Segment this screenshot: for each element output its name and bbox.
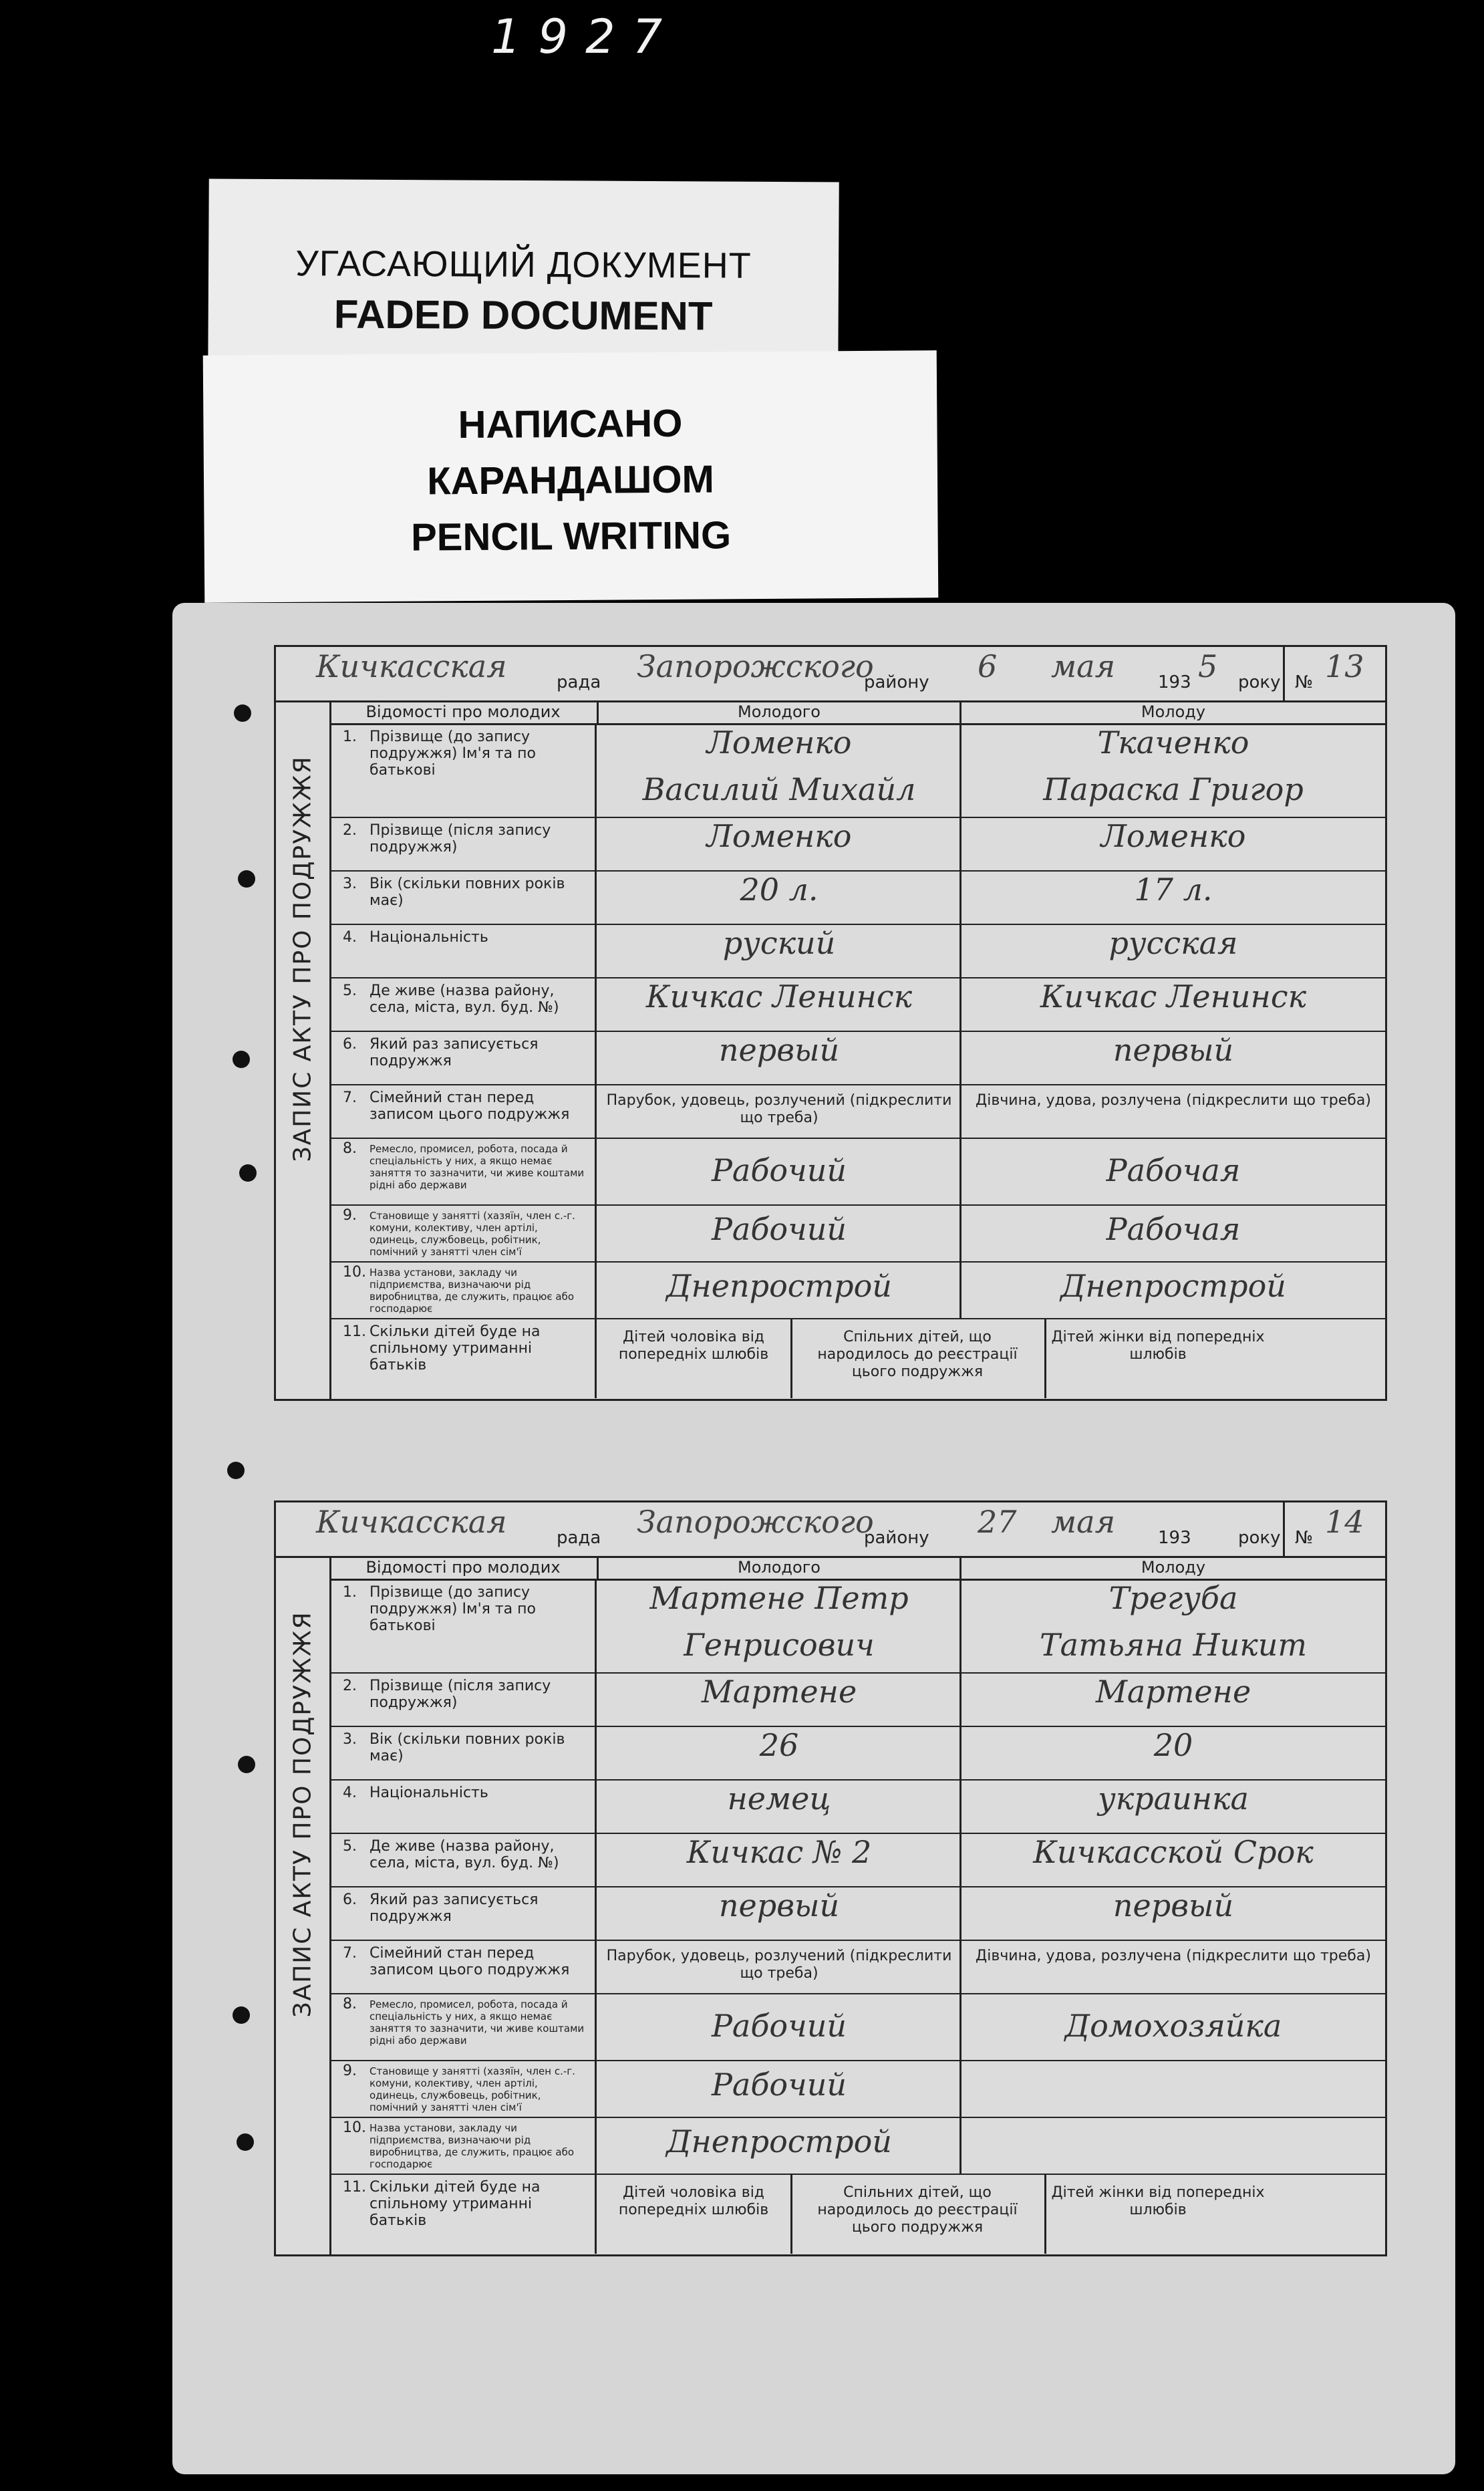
punch-hole	[227, 1462, 245, 1479]
kids-common-label: Спільних дітей, що народилось до реєстрації цього подружжя	[817, 1329, 1018, 1380]
row-label: Скільки дітей буде на спільному утриманні батьків	[369, 1323, 541, 1373]
row-number: 1.	[343, 729, 357, 745]
groom-marriage-count: первый	[718, 1887, 840, 1924]
row-number: 6.	[343, 1891, 357, 1908]
row-label: Скільки дітей буде на спільному утриманні батьків	[369, 2179, 541, 2229]
row-6	[329, 1031, 1385, 1085]
row-label: Прізвище (до запису подружжя) Ім'я та по батькові	[369, 1584, 536, 1634]
pencil-label-en: PENCIL WRITING	[410, 513, 732, 559]
month-value: мая	[1051, 648, 1116, 684]
row-8	[329, 1993, 1385, 2061]
number-value: 13	[1325, 648, 1364, 684]
punch-hole	[239, 1164, 257, 1182]
side-title-box	[276, 1556, 331, 2254]
row-number: 7.	[343, 1089, 357, 1106]
row-number: 5.	[343, 1838, 357, 1855]
row-label: Сімейний стан перед записом цього подружжя	[369, 1089, 570, 1123]
groom-workplace: Днепрострой	[666, 2123, 892, 2159]
number-box	[1283, 1502, 1385, 1556]
pencil-writing-label	[203, 350, 939, 603]
groom-header: Молодого	[599, 700, 961, 725]
bride-age: 20	[1153, 1727, 1193, 1763]
faded-label-ru: УГАСАЮЩИЙ ДОКУМЕНТ	[295, 243, 752, 286]
groom-position: Рабочий	[711, 1211, 847, 1247]
side-title-box	[276, 700, 331, 1399]
bride-header: Молоду	[961, 700, 1385, 725]
number-label: №	[1295, 1528, 1314, 1548]
bride-occupation: Рабочая	[1106, 1152, 1241, 1188]
row-1	[329, 1579, 1385, 1674]
groom-status-options: Парубок, удовець, розлучений (підкреслити що треба)	[606, 1948, 952, 1982]
groom-new-surname: Мартене	[701, 1674, 857, 1710]
row-8	[329, 1138, 1385, 1206]
year-label: 193	[1158, 672, 1191, 692]
raion-value: Запорожского	[637, 648, 874, 684]
day-value: 6	[978, 648, 998, 684]
row-3	[329, 1726, 1385, 1781]
row-6	[329, 1886, 1385, 1941]
groom-name: Генрисович	[684, 1627, 875, 1663]
row-7	[329, 1084, 1385, 1139]
row-number: 11.	[343, 1323, 366, 1340]
punch-hole	[237, 2133, 254, 2151]
groom-new-surname: Ломенко	[706, 818, 852, 854]
row-9	[329, 1204, 1385, 1263]
groom-surname: Ломенко	[706, 725, 852, 761]
row-number: 9.	[343, 1207, 357, 1224]
groom-residence: Кичкас Ленинск	[645, 978, 913, 1015]
pencil-label-ru-2: КАРАНДАШОМ	[427, 457, 715, 503]
raion-label: району	[864, 672, 929, 692]
row-number: 7.	[343, 1945, 357, 1962]
row-number: 8.	[343, 1140, 357, 1157]
row-label: Прізвище (після запису подружжя)	[369, 822, 551, 856]
row-label: Становище у занятті (хазяїн, член с.-г. комуни, колективу, член артілі, одинець, службовець, робітник, помічний у занятті член сім'ї	[369, 2065, 575, 2113]
row-7	[329, 1940, 1385, 1994]
punch-hole	[233, 2006, 250, 2024]
year-label: 193	[1158, 1528, 1191, 1548]
row-number: 3.	[343, 876, 357, 892]
row-number: 1.	[343, 1584, 357, 1601]
row-4	[329, 924, 1385, 978]
marriage-record-2	[274, 1500, 1387, 2256]
groom-age: 26	[759, 1727, 799, 1763]
bride-name: Параска Григор	[1043, 771, 1304, 807]
kids-groom-label: Дітей чоловіка від попередніх шлюбів	[618, 2184, 769, 2218]
groom-workplace: Днепрострой	[666, 1268, 892, 1304]
punch-hole	[233, 1051, 250, 1068]
rik-label: року	[1238, 1528, 1281, 1548]
row-label: Національність	[369, 1785, 488, 1801]
row-number: 10.	[343, 2119, 366, 2136]
row-number: 2.	[343, 822, 357, 839]
row-number: 8.	[343, 1996, 357, 2012]
row-number: 2.	[343, 1678, 357, 1694]
bride-residence: Кичкас Ленинск	[1040, 978, 1307, 1015]
record-header	[276, 647, 1385, 702]
bride-marriage-count: первый	[1112, 1032, 1234, 1068]
groom-occupation: Рабочий	[711, 1152, 847, 1188]
archive-number: 1927	[491, 9, 680, 64]
groom-position: Рабочий	[711, 2067, 847, 2103]
row-number: 5.	[343, 982, 357, 999]
bride-residence: Кичкасской Срок	[1033, 1834, 1314, 1870]
number-box	[1283, 647, 1385, 700]
bride-occupation: Домохозяйка	[1064, 2008, 1282, 2044]
row-2	[329, 817, 1385, 872]
groom-occupation: Рабочий	[711, 2008, 847, 2044]
groom-surname: Мартене Петр	[649, 1580, 909, 1616]
row-label: Назва установи, закладу чи підприємства, визначаючи рід виробництва, де служить, працює або господарює	[369, 1267, 575, 1315]
bride-age: 17 л.	[1134, 872, 1213, 908]
row-label: Національність	[369, 929, 488, 946]
raion-label: району	[864, 1528, 929, 1548]
punch-hole	[238, 870, 255, 888]
row-number: 3.	[343, 1731, 357, 1748]
day-value: 27	[978, 1504, 1017, 1540]
number-value: 14	[1325, 1504, 1364, 1540]
row-5	[329, 1833, 1385, 1887]
row-label: Який раз записується подружжя	[369, 1036, 539, 1069]
groom-residence: Кичкас № 2	[686, 1834, 872, 1870]
row-number: 9.	[343, 2063, 357, 2079]
kids-common-label: Спільних дітей, що народилось до реєстрації цього подружжя	[817, 2184, 1018, 2236]
bride-position	[961, 2061, 1385, 2123]
bride-surname: Трегуба	[1108, 1580, 1238, 1616]
raion-value: Запорожского	[637, 1504, 874, 1540]
record-header	[276, 1502, 1385, 1558]
row-label: Який раз записується подружжя	[369, 1891, 539, 1925]
info-header: Відомості про молодих	[329, 1556, 599, 1581]
bride-workplace: Днепрострой	[1060, 1268, 1286, 1304]
row-label: Де живе (назва району, села, міста, вул. буд. №)	[369, 1838, 559, 1871]
bride-marriage-count: первый	[1112, 1887, 1234, 1924]
row-9	[329, 2060, 1385, 2118]
groom-status-options: Парубок, удовець, розлучений (підкреслити що треба)	[606, 1092, 952, 1126]
faded-document-label	[208, 179, 839, 376]
row-5	[329, 977, 1385, 1032]
row-11	[329, 1318, 1385, 1398]
marriage-record-1	[274, 645, 1387, 1401]
info-header: Відомості про молодих	[329, 700, 599, 725]
bride-status-options: Дівчина, удова, розлучена (підкреслити що треба)	[976, 1092, 1371, 1109]
bride-status-options: Дівчина, удова, розлучена (підкреслити що треба)	[976, 1948, 1371, 1964]
row-number: 6.	[343, 1036, 357, 1053]
year-value: 5	[1198, 648, 1218, 684]
row-label: Ремесло, промисел, робота, посада й спеціальність у них, а якщо немає заняття то зазначити, чи живе коштами рідні або держави	[369, 1143, 585, 1191]
bride-workplace	[961, 2118, 1385, 2180]
row-10	[329, 2117, 1385, 2175]
month-value: мая	[1051, 1504, 1116, 1540]
kids-bride-label: Дітей жінки від попередніх шлюбів	[1051, 2184, 1265, 2218]
row-4	[329, 1779, 1385, 1834]
row-label: Вік (скільки повних років має)	[369, 876, 565, 909]
row-label: Прізвище (до запису подружжя) Ім'я та по батькові	[369, 729, 536, 779]
row-number: 4.	[343, 1785, 357, 1801]
bride-new-surname: Ломенко	[1100, 818, 1246, 854]
row-label: Сімейний стан перед записом цього подружжя	[369, 1945, 570, 1978]
row-number: 4.	[343, 929, 357, 946]
bride-position: Рабочая	[1106, 1211, 1241, 1247]
row-11	[329, 2174, 1385, 2254]
side-title: ЗАПИС АКТУ ПРО ПОДРУЖЖЯ	[289, 1611, 317, 2018]
side-title: ЗАПИС АКТУ ПРО ПОДРУЖЖЯ	[289, 755, 317, 1162]
row-label: Ремесло, промисел, робота, посада й спеціальність у них, а якщо немає заняття то зазначити, чи живе коштами рідні або держави	[369, 1998, 585, 2047]
rada-label: рада	[557, 672, 601, 692]
row-label: Вік (скільки повних років має)	[369, 1731, 565, 1764]
groom-header: Молодого	[599, 1556, 961, 1581]
bride-new-surname: Мартене	[1095, 1674, 1251, 1710]
rada-value: Кичкасская	[316, 1504, 507, 1540]
rada-value: Кичкасская	[316, 648, 507, 684]
bride-header: Молоду	[961, 1556, 1385, 1581]
punch-hole	[234, 704, 251, 722]
row-label: Прізвище (після запису подружжя)	[369, 1678, 551, 1711]
rada-label: рада	[557, 1528, 601, 1548]
row-label: Назва установи, закладу чи підприємства, визначаючи рід виробництва, де служить, працює або господарює	[369, 2122, 575, 2170]
number-label: №	[1295, 672, 1314, 692]
row-number: 10.	[343, 1264, 366, 1281]
groom-name: Василий Михайл	[642, 771, 916, 807]
kids-bride-label: Дітей жінки від попередніх шлюбів	[1051, 1329, 1265, 1363]
groom-age: 20 л.	[740, 872, 819, 908]
groom-nationality: руский	[722, 925, 836, 961]
row-label: Де живе (назва району, села, міста, вул. буд. №)	[369, 982, 559, 1016]
rik-label: року	[1238, 672, 1281, 692]
bride-surname: Ткаченко	[1097, 725, 1249, 761]
row-label: Становище у занятті (хазяїн, член с.-г. комуни, колективу, член артілі, одинець, службовець, робітник, помічний у занятті член сім'ї	[369, 1210, 575, 1258]
row-3	[329, 870, 1385, 925]
row-number: 11.	[343, 2179, 366, 2196]
kids-groom-label: Дітей чоловіка від попередніх шлюбів	[618, 1329, 769, 1363]
row-1	[329, 723, 1385, 818]
punch-hole	[238, 1756, 255, 1773]
groom-nationality: немец	[727, 1781, 831, 1817]
bride-nationality: украинка	[1098, 1781, 1249, 1817]
row-2	[329, 1672, 1385, 1727]
row-10	[329, 1261, 1385, 1319]
bride-nationality: русская	[1108, 925, 1238, 961]
bride-name: Татьяна Никит	[1039, 1627, 1308, 1663]
groom-marriage-count: первый	[718, 1032, 840, 1068]
pencil-label-ru-1: НАПИСАНО	[458, 401, 683, 447]
faded-label-en: FADED DOCUMENT	[333, 291, 713, 339]
